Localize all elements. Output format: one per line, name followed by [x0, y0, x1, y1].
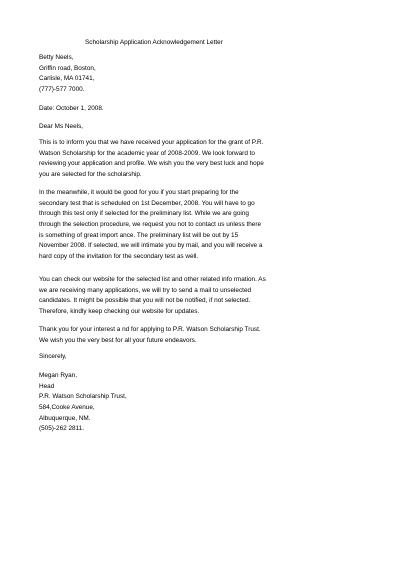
- salutation: [39, 122, 379, 133]
- paragraph-website: [39, 275, 379, 318]
- paragraph-line: In the meanwhile, it would be good for you if you start preparing for the: [39, 189, 239, 196]
- recipient-name: Betty Neels,: [39, 54, 74, 61]
- paragraph-line: secondary test that is scheduled on 1st December, 2008. You will have to go: [39, 199, 255, 207]
- date-text: Date: October 1, 2008.: [39, 105, 104, 112]
- paragraph-line: through the selection procedure, we request you not to contact us unless there: [39, 221, 262, 229]
- paragraph-acknowledgement: [39, 138, 379, 181]
- paragraph-line: hard copy of the invitation for the secondary test as well.: [39, 253, 199, 261]
- paragraph-line: through this test only if selected for the preliminary list. While we are going: [39, 210, 249, 218]
- paragraph-line: We wish you the very best for all your future endeavors.: [39, 336, 197, 344]
- recipient-address: [39, 53, 379, 96]
- recipient-street: Griffin road, Boston,: [39, 64, 96, 72]
- paragraph-line: This is to inform you that we have received your application for the grant of P.R.: [39, 139, 264, 146]
- paragraph-line: you are selected for the scholarship.: [39, 171, 142, 179]
- paragraph-thanks: [39, 325, 379, 346]
- signer-city: Albuquerque, NM.: [39, 414, 91, 422]
- paragraph-line: Therefore, kindly keep checking our website for updates.: [39, 308, 200, 316]
- paragraph-line: candidates. It might be possible that you will not be notified, if not selected.: [39, 297, 251, 305]
- signer-organization: P.R. Watson Scholarship Trust,: [39, 393, 127, 401]
- paragraph-line: reviewing your application and profile. We wish you the very best luck and hope: [39, 160, 264, 168]
- signature-block: [39, 371, 379, 435]
- signer-phone: (505)-262 2811.: [39, 425, 85, 433]
- paragraph-line: Watson Scholarship for the academic year of 2008-2009. We look forward to: [39, 149, 255, 157]
- signer-name: Megan Ryan,: [39, 372, 78, 379]
- paragraph-line: is something of great import ance. The preliminary list will be out by 15: [39, 231, 239, 239]
- paragraph-line: Thank you for your interest a nd for applying to P.R. Watson Scholarship Trust.: [39, 326, 261, 333]
- signer-title: Head: [39, 382, 55, 390]
- paragraph-line: we are receiving many applications, we will try to send a mail to unselected: [39, 286, 252, 294]
- signer-street: 584,Cooke Avenue,: [39, 404, 95, 412]
- closing-text: Sincerely,: [39, 353, 67, 360]
- recipient-phone: (777)-577 7000.: [39, 86, 85, 94]
- salutation-text: Dear Ms Neels,: [39, 123, 84, 130]
- closing: [39, 352, 379, 363]
- recipient-city: Carlisle, MA 01741,: [39, 75, 95, 83]
- letter-date: [39, 104, 379, 115]
- paragraph-line: You can check our website for the selected list and other related info rmation. As: [39, 276, 266, 283]
- paragraph-secondary-test: [39, 188, 379, 263]
- letter-title: Scholarship Application Acknowledgement Letter: [85, 39, 223, 46]
- paragraph-line: November 2008. If selected, we will intimate you by mail, and you will receive a: [39, 242, 263, 250]
